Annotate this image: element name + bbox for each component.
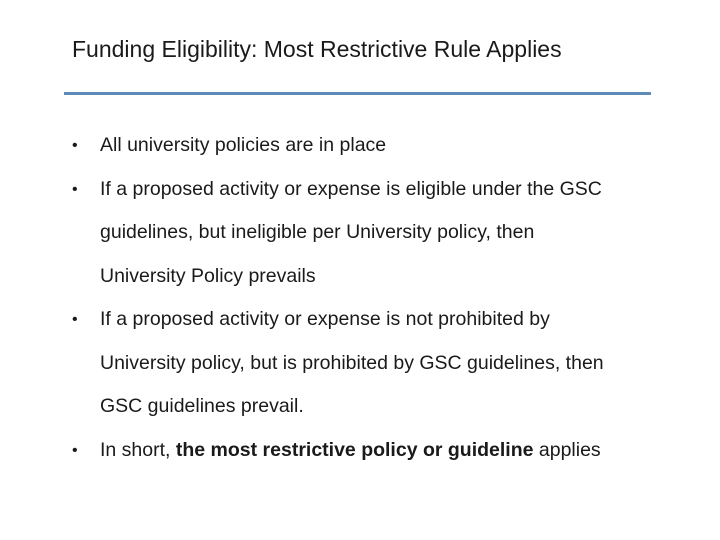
bullet-text: University policy, but is prohibited by GSC guidelines, then: [100, 351, 604, 374]
bullet-dot-icon: •: [72, 137, 78, 154]
bullet-text-suffix: applies: [533, 438, 601, 461]
bullet-dot-icon: •: [72, 180, 78, 198]
bullet-text-emphasis: the most restrictive policy or guideline: [175, 438, 534, 461]
bullet-item: [72, 298, 692, 429]
bullet-text-prefix: In short,: [100, 438, 176, 461]
bullet-item: [72, 124, 692, 168]
bullet-text: If a proposed activity or expense is not prohibited by: [100, 308, 550, 330]
bullet-list: [72, 124, 692, 472]
bullet-item: [72, 168, 692, 299]
bullet-text: guidelines, but ineligible per University policy, then: [100, 221, 535, 243]
title-divider: [64, 92, 651, 95]
slide-title: Funding Eligibility: Most Restrictive Rule Applies: [72, 36, 562, 62]
bullet-item: [72, 429, 692, 473]
bullet-dot-icon: •: [72, 441, 78, 459]
bullet-dot-icon: •: [72, 311, 78, 328]
bullet-text: University Policy prevails: [100, 264, 316, 287]
bullet-text: GSC guidelines prevail.: [100, 395, 304, 417]
bullet-text: [100, 429, 692, 473]
bullet-text: All university policies are in place: [100, 134, 387, 156]
bullet-text: If a proposed activity or expense is eligible under the GSC: [100, 177, 602, 200]
